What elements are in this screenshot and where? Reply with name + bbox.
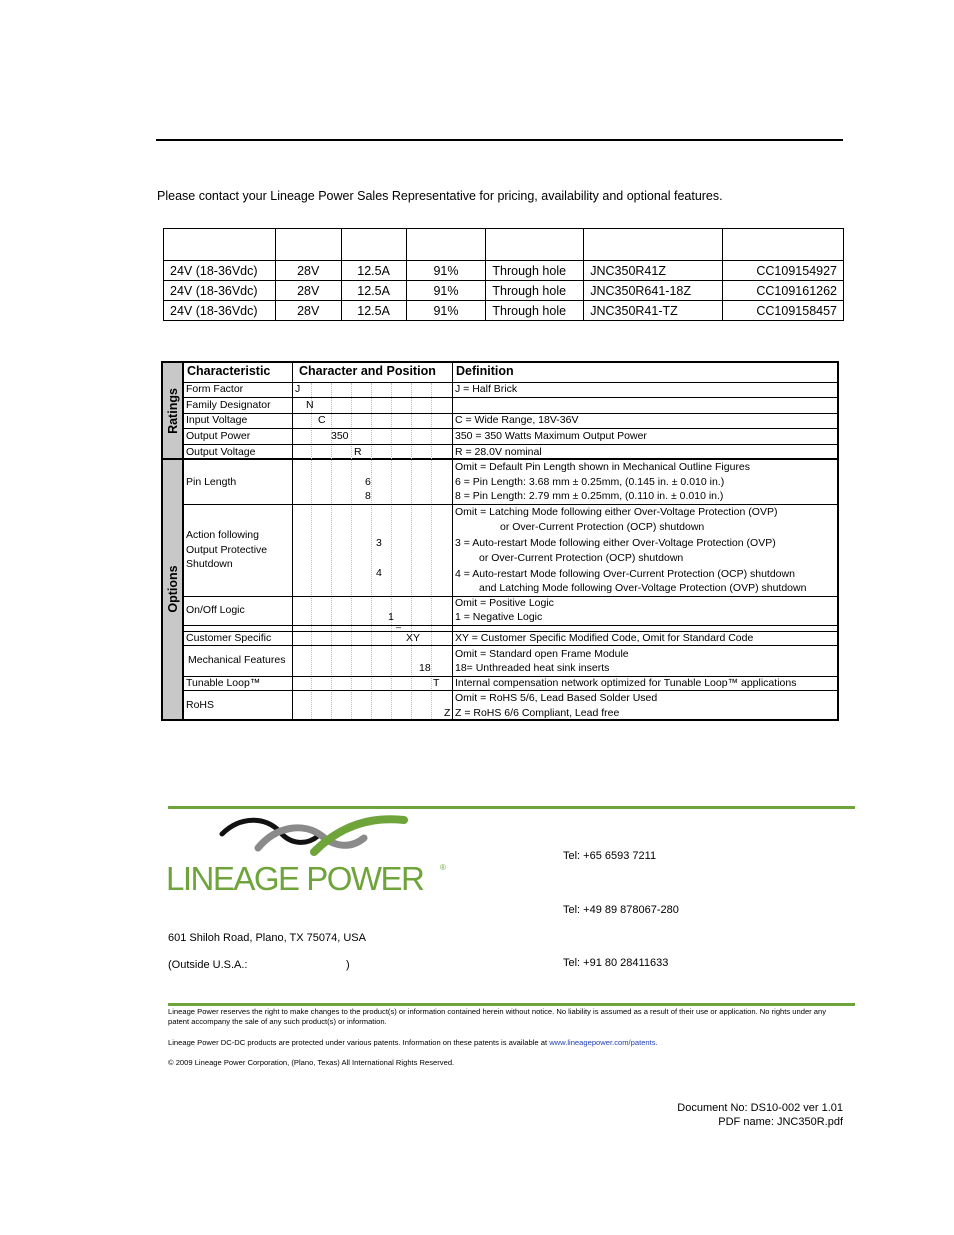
header-definition: Definition — [456, 364, 514, 378]
onoff-code: 1 — [388, 611, 394, 623]
rohs-label: RoHS — [186, 699, 215, 711]
contact-note: Please contact your Lineage Power Sales Representative for pricing, availability and optional features. — [157, 189, 723, 203]
tel-asia: Tel: +65 6593 7211 — [563, 850, 657, 862]
output-power-code: 350 — [331, 430, 349, 442]
action-code-3: 3 — [376, 537, 382, 549]
mechanical-label: Mechanical Features — [188, 654, 286, 666]
footer-bottom-rule — [168, 1003, 855, 1006]
coding-scheme-table: Ratings Options Characteristic Character and Position Definition Form Factor J J = Half Brick Family Designator N Input Voltage C C = Wide Range, 18V-36V Output Power 350 350 = 350 Watts Maximum Output Power Output Voltage R R = 28.0V nominal Pin Length 6 8 Omit = Default Pin Length shown in Mechanical Outline Figures 6 = Pin Length: 3.68 mm ± 0.25mm, (0.145 in. ± 0.010 in.) 8 = Pin Length: 2.79 mm ± 0.25mm, (0.110 in. ± 0.010 in.) Action following Output Protective Shutdown 3 4 Omit = Latching Mode following either Over-Voltage Protection (OVP) or Over-Current Protection (OCP) shutdown 3 = Auto-restart Mode following either Over-Voltage Protection (OVP) or Over-Current Protection (OCP) shutdown 4 = Auto-restart Mode following Over-Current Protection (OCP) shutdown and Latching Mode following Over-Voltage Protection (OVP) shutdown On/Off Logic 1 Omit = Positive Logic 1 = Negative Logic – Customer Specific XY XY = Customer Specific Modified Code, Omit for Standard Code Mechanical Features 18 Omit = Standard open Frame Module 18= Unthreaded heat sink inserts Tunable Loop™ T Internal compensation network optimized for Tunable Loop™ applications RoHS Z Omit = RoHS 5/6, Lead Based Solder Used Z = RoHS 6/6 Compliant, Lead free — [161, 361, 839, 721]
tel-india: Tel: +91 80 28411633 — [563, 957, 669, 969]
output-voltage-code: R — [354, 446, 362, 458]
customer-code: XY — [406, 632, 421, 644]
action-code-4: 4 — [376, 567, 382, 579]
onoff-label: On/Off Logic — [186, 604, 245, 616]
action-label-1: Action following — [186, 529, 259, 541]
header-position: Character and Position — [299, 364, 436, 378]
outside-usa: (Outside U.S.A.: — [168, 959, 248, 971]
form-factor-code: J — [295, 383, 301, 395]
ordering-table — [163, 228, 844, 321]
output-voltage-def: R = 28.0V nominal — [455, 446, 542, 458]
lineage-power-logo-icon — [218, 812, 408, 862]
document-number: Document No: DS10-002 ver 1.01 PDF name: JNC350R.pdf — [677, 1102, 843, 1128]
tel-europe: Tel: +49 89 878067-280 — [563, 904, 679, 916]
family-code: N — [306, 399, 314, 411]
header-characteristic: Characteristic — [187, 364, 271, 378]
table-row: 24V (18-36Vdc) 28V 12.5A 91% Through hole JNC350R41-TZ CC109158457 — [164, 301, 844, 321]
patents-note: Lineage Power DC-DC products are protected under various patents. Information on these patents is available at www.lineagepower.com/patents. — [168, 1038, 658, 1047]
outside-usa-close: ) — [346, 959, 350, 971]
disclaimer: Lineage Power reserves the right to make changes to the product(s) or information contained herein without notice. No liability is assumed as a result of their use or application. No rights under any patent accompany the sale of any such product(s) or information. — [168, 1007, 827, 1026]
registered-mark: ® — [440, 863, 446, 872]
family-label: Family Designator — [186, 399, 271, 411]
input-voltage-label: Input Voltage — [186, 414, 248, 426]
top-rule — [156, 139, 843, 141]
action-label-3: Shutdown — [186, 558, 233, 570]
pin-length-code-6: 6 — [365, 476, 371, 488]
tunable-label: Tunable Loop™ — [186, 677, 261, 689]
mechanical-code: 18 — [419, 662, 431, 674]
form-factor-def: J = Half Brick — [455, 383, 518, 395]
action-label-2: Output Protective — [186, 544, 268, 556]
tunable-code: T — [433, 677, 440, 689]
input-voltage-def: C = Wide Range, 18V-36V — [455, 414, 579, 426]
input-voltage-code: C — [318, 414, 326, 426]
copyright: © 2009 Lineage Power Corporation, (Plano, Texas) All International Rights Reserved. — [168, 1058, 455, 1067]
output-power-def: 350 = 350 Watts Maximum Output Power — [455, 430, 647, 442]
form-factor-label: Form Factor — [186, 383, 244, 395]
patents-link[interactable]: www.lineagepower.com/patents. — [549, 1038, 658, 1047]
rohs-code: Z — [444, 707, 451, 719]
footer-top-rule — [168, 806, 855, 809]
table-header-row — [164, 229, 844, 261]
ratings-band: Ratings — [163, 363, 184, 459]
options-band: Options — [163, 459, 184, 719]
logo-wordmark: LINEAGE POWER — [166, 860, 424, 897]
address: 601 Shiloh Road, Plano, TX 75074, USA — [168, 932, 366, 944]
pin-length-code-8: 8 — [365, 490, 371, 502]
output-power-label: Output Power — [186, 430, 251, 442]
output-voltage-label: Output Voltage — [186, 446, 256, 458]
pin-length-label: Pin Length — [186, 476, 237, 488]
table-row: 24V (18-36Vdc) 28V 12.5A 91% Through hole JNC350R41Z CC109154927 — [164, 261, 844, 281]
dash-separator: – — [396, 622, 402, 632]
customer-label: Customer Specific — [186, 632, 272, 644]
table-row: 24V (18-36Vdc) 28V 12.5A 91% Through hole JNC350R641-18Z CC109161262 — [164, 281, 844, 301]
